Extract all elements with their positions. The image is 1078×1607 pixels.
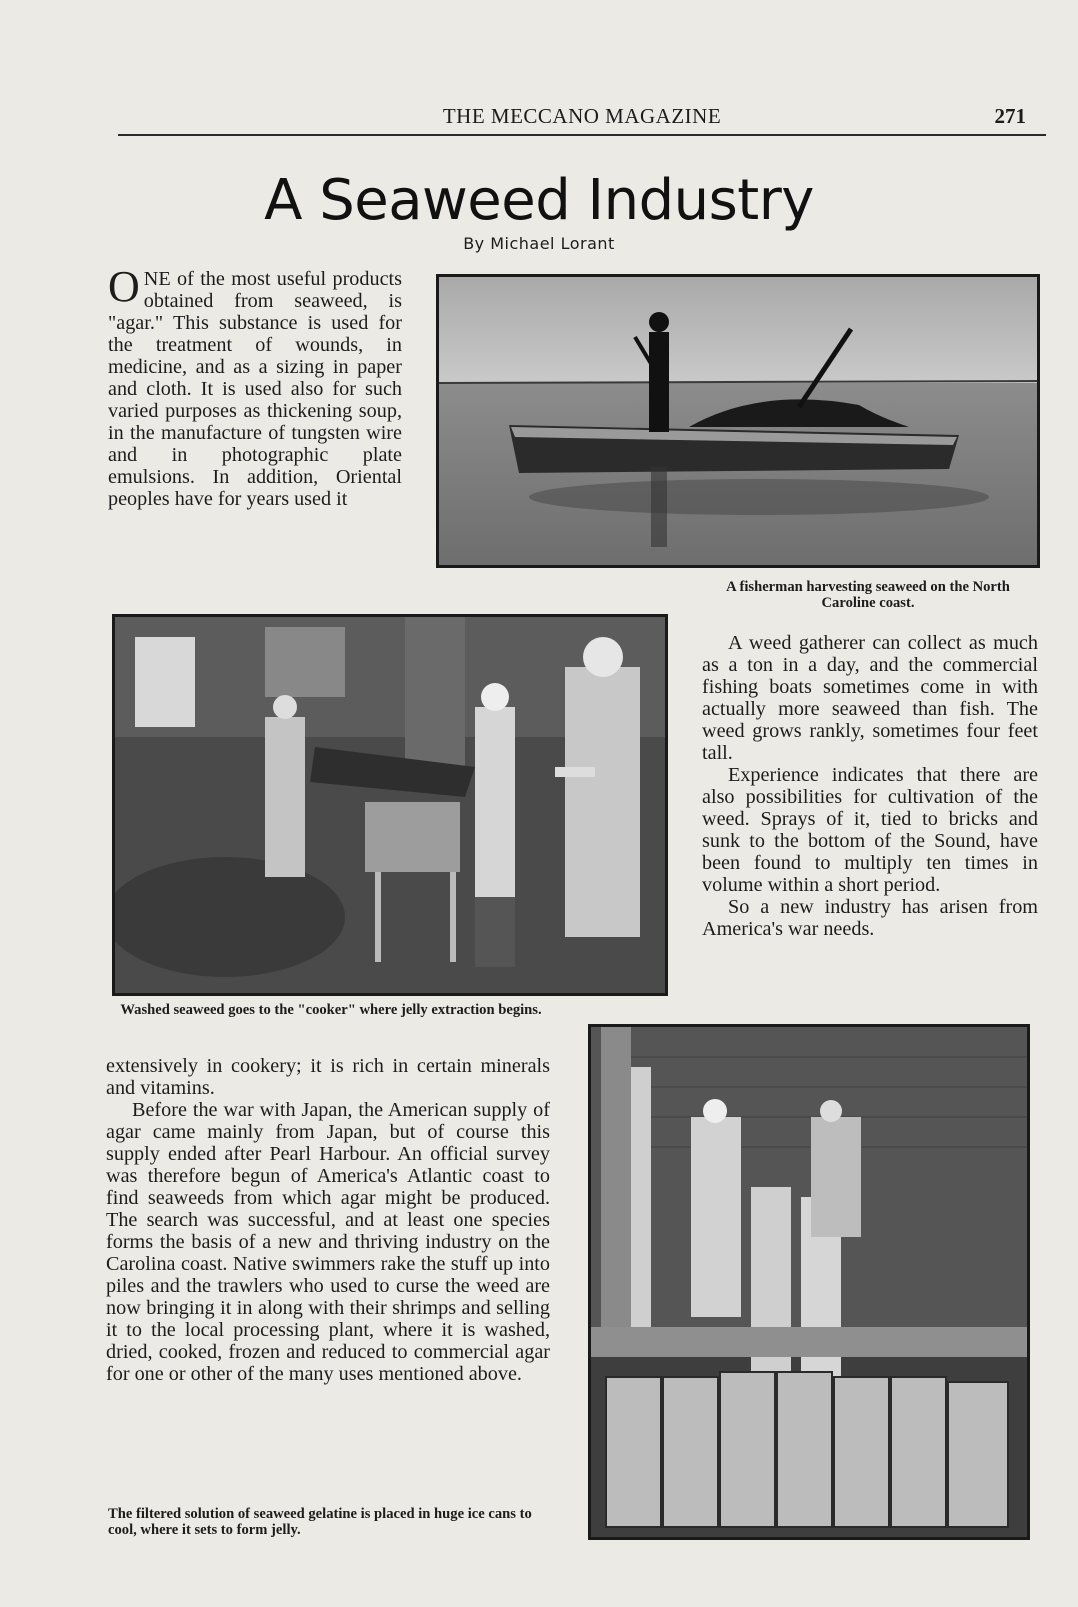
paragraph-new-industry: So a new industry has arisen from America's war needs. (702, 896, 1038, 940)
cooker-caption: Washed seaweed goes to the "cooker" where jelly extraction begins. (120, 1002, 542, 1018)
paragraph-weed-gatherer: A weed gatherer can collect as much as a ton in a day, and the commercial fishing boats sometimes come in with actually more seaweed than fish. The weed grows rankly, sometimes four feet tall. (702, 632, 1038, 764)
page-number: 271 (994, 104, 1026, 128)
paragraph-history: Before the war with Japan, the American supply of agar came mainly from Japan, but of course this supply ended after Pearl Harbour. An official survey was therefore begun of America's Atlantic coast to find seaweeds from which agar might be produced. The search was successful, and at least one species forms the basis of a new and thriving industry on the Carolina coast. Native swimmers rake the stuff up into piles and the trawlers who used to curse the weed are now bringing it in along with their shrimps and selling it to the local processing plant, where it is washed, dried, cooked, frozen and reduced to commercial agar for one or other of the many uses mentioned above. (106, 1099, 550, 1385)
magazine-title: THE MECCANO MAGAZINE (442, 104, 722, 128)
boat-caption: A fisherman harvesting seaweed on the North Caroline coast. (726, 579, 1010, 611)
paragraph-cultivation: Experience indicates that there are also possibilities for cultivation of the weed. Sprays of it, tied to bricks and sunk to the bottom of the Sound, have been found to multiply ten times in volume within a short period. (702, 764, 1038, 896)
left-column (106, 1055, 550, 1385)
ice-cans-caption: The filtered solution of seaweed gelatine is placed in huge ice cans to cool, where it sets to form jelly. (108, 1506, 532, 1538)
intro-paragraph (108, 262, 402, 510)
article-title: A Seaweed Industry (264, 168, 814, 233)
ice-cans-photo (588, 1024, 1030, 1540)
cooker-photo (112, 614, 668, 996)
paragraph-cookery: extensively in cookery; it is rich in certain minerals and vitamins. (106, 1055, 550, 1099)
article-byline: By Michael Lorant (463, 234, 615, 253)
right-column (702, 632, 1038, 940)
running-head (118, 104, 1046, 136)
intro-text: NE of the most useful products obtained from seaweed, is "agar." This substance is used for the treatment of wounds, in medicine, and as a sizing in paper and cloth. It is used also for such varied purposes as thickening soup, in the manufacture of tungsten wire and in photographic plate emulsions. In addition, Oriental peoples have for years used it (108, 268, 402, 510)
drop-cap: O (108, 262, 140, 311)
boat-photo (436, 274, 1040, 568)
